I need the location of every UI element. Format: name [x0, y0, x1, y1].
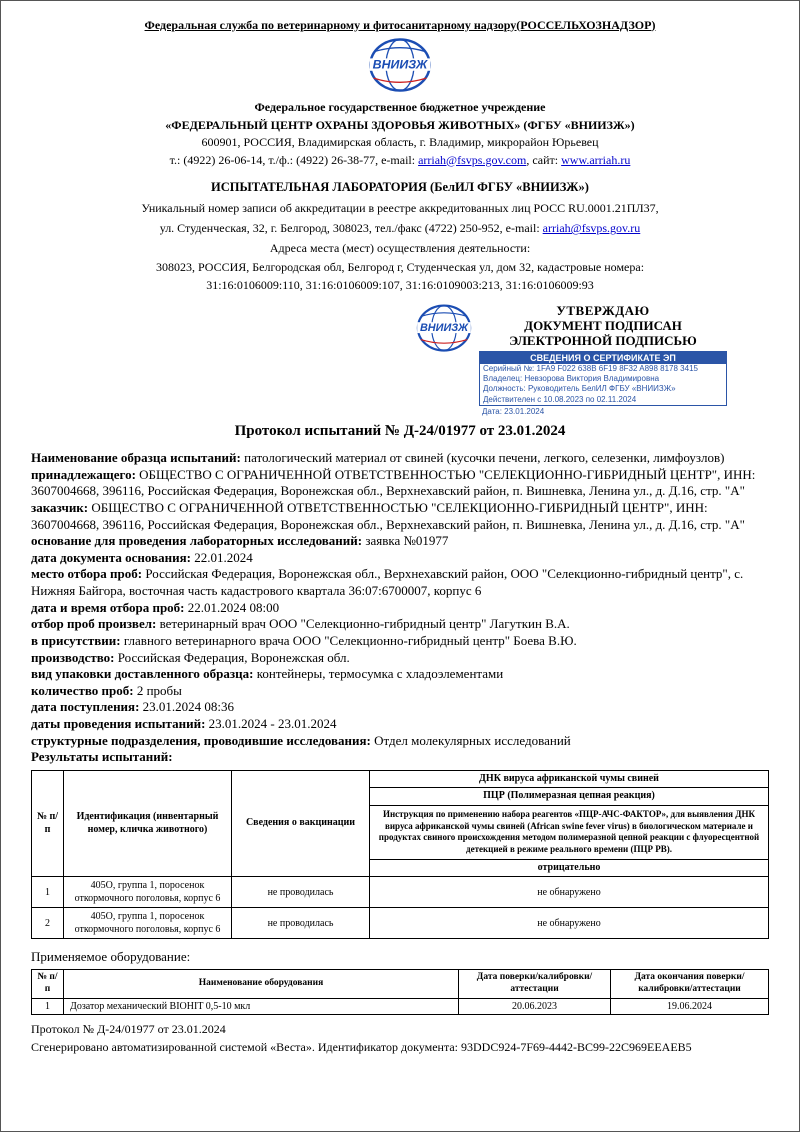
lab-address-prefix: ул. Студенческая, 32, г. Белгород, 308023, тел./факс (4722) 250-952, e-mail: — [159, 221, 543, 236]
field-value: контейнеры, термосумка с хладоэлементами — [253, 666, 504, 682]
email-link-2[interactable]: arriah@fsvps.gov.ru — [542, 221, 641, 236]
field-label: Наименование образца испытаний: — [31, 450, 241, 466]
results-heading — [31, 749, 769, 766]
institution-type: Федеральное государственное бюджетное учреждение — [254, 100, 546, 114]
cell-identification: 405О, группа 1, поросенок откормочного поголовья, корпус 6 — [64, 877, 232, 908]
equipment-col-name: Наименование оборудования — [64, 970, 459, 999]
field-sample-name — [31, 450, 769, 467]
field-sampling-place — [31, 566, 769, 599]
field-owner — [31, 467, 769, 500]
stamp-signed-line1: ДОКУМЕНТ ПОДПИСАН — [524, 317, 682, 333]
field-sampling-datetime — [31, 600, 769, 617]
activity-addresses-label: Адреса места (мест) осуществления деятельности: — [269, 241, 531, 256]
institution-contacts — [31, 153, 769, 168]
field-value: заявка №01977 — [362, 533, 449, 549]
results-header-negative: отрицательно — [370, 859, 769, 877]
field-value: 22.01.2024 08:00 — [184, 599, 280, 615]
field-value: ветеринарный врач ООО "Селекционно-гибридный центр" Лагуткин В.А. — [156, 616, 570, 632]
field-value: ОБЩЕСТВО С ОГРАНИЧЕННОЙ ОТВЕТСТВЕННОСТЬЮ "СЕЛЕКЦИОННО-ГИБРИДНЫЙ ЦЕНТР", ИНН: 3607004668, 396116, Российская Федерация, Воронежская обл., Верхнехавский район, п. Вишневка, Ленина ул., д. Д.16, стр. "А" — [31, 499, 745, 532]
certificate-validity: Действителен с 10.08.2023 по 02.11.2024 — [483, 394, 637, 404]
svg-text:ВНИИЗЖ: ВНИИЗЖ — [372, 56, 428, 71]
cell-row-number: 2 — [32, 908, 64, 939]
field-value: 23.01.2024 - 23.01.2024 — [205, 716, 337, 732]
header-logo-container — [31, 37, 769, 98]
field-label: место отбора проб: — [31, 566, 143, 582]
cell-vaccination: не проводилась — [232, 877, 370, 908]
field-label: количество проб: — [31, 682, 134, 698]
field-label: даты проведения испытаний: — [31, 716, 206, 732]
equipment-heading: Применяемое оборудование: — [31, 949, 191, 965]
field-sampler — [31, 616, 769, 633]
activity-address: 308023, РОССИЯ, Белгородская обл, Белгород г, Студенческая ул, дом 32, кадастровые номера: — [155, 260, 645, 275]
site-link[interactable]: www.arriah.ru — [561, 152, 631, 167]
results-col-num: № п/п — [32, 770, 64, 876]
stamp-signed-line2: ЭЛЕКТРОННОЙ ПОДПИСЬЮ — [509, 332, 697, 348]
field-value: 22.01.2024 — [190, 549, 253, 565]
field-receipt-date — [31, 699, 769, 716]
cell-vaccination: не проводилась — [232, 908, 370, 939]
results-header-dna: ДНК вируса африканской чумы свиней — [370, 770, 769, 788]
field-label: дата поступления: — [31, 699, 140, 715]
cell-equipment-name: Дозатор механический BIOHIT 0,5-10 мкл — [64, 998, 459, 1014]
field-packaging — [31, 666, 769, 683]
cell-identification: 405О, группа 1, поросенок откормочного поголовья, корпус 6 — [64, 908, 232, 939]
lab-address — [31, 221, 769, 236]
certificate-box — [479, 351, 727, 407]
electronic-signature-stamp — [415, 303, 727, 417]
equipment-col-num: № п/п — [32, 970, 64, 999]
stamp-vniizzh-logo-icon — [415, 303, 473, 358]
contacts-mid: , сайт: — [526, 152, 562, 167]
institution-address: 600901, РОССИЯ, Владимирская область, г. Владимир, микрорайон Юрьевец — [201, 135, 599, 149]
field-label: дата и время отбора проб: — [31, 599, 185, 615]
agency-header: Федеральная служба по ветеринарному и фитосанитарному надзору(РОССЕЛЬХОЗНАДЗОР) — [144, 17, 656, 32]
field-label: в присутствии: — [31, 632, 121, 648]
equipment-col-date: Дата поверки/калибровки/аттестации — [459, 970, 611, 999]
field-value: ОБЩЕСТВО С ОГРАНИЧЕННОЙ ОТВЕТСТВЕННОСТЬЮ "СЕЛЕКЦИОННО-ГИБРИДНЫЙ ЦЕНТР", ИНН: 3607004668, 396116, Российская Федерация, Воронежская обл., Верхнехавский район, п. Вишневка, Ленина ул., д. Д.16, стр. "А" — [31, 466, 756, 499]
cell-calibration-end-date: 19.06.2024 — [611, 998, 769, 1014]
table-row — [32, 877, 769, 908]
field-witness — [31, 633, 769, 650]
field-label: заказчик: — [31, 499, 89, 515]
field-label: отбор проб произвел: — [31, 616, 157, 632]
field-basis — [31, 533, 769, 550]
lab-name: ИСПЫТАТЕЛЬНАЯ ЛАБОРАТОРИЯ (БелИЛ ФГБУ «ВНИИЗЖ») — [211, 179, 589, 194]
contacts-prefix: т.: (4922) 26-06-14, т./ф.: (4922) 26-38-77, e-mail: — [169, 152, 419, 167]
field-label: дата документа основания: — [31, 549, 191, 565]
field-label: вид упаковки доставленного образца: — [31, 666, 254, 682]
cell-result: не обнаружено — [370, 877, 769, 908]
certificate-position: Должность: Руководитель БелИЛ ФГБУ «ВНИИЗЖ» — [483, 384, 676, 394]
field-label: структурные подразделения, проводившие исследования: — [31, 732, 371, 748]
vniizzh-logo-icon — [367, 37, 433, 98]
results-col-id: Идентификация (инвентарный номер, кличка животного) — [64, 770, 232, 876]
field-label: принадлежащего: — [31, 466, 136, 482]
table-row — [32, 908, 769, 939]
cell-result: не обнаружено — [370, 908, 769, 939]
svg-text:ВНИИЗЖ: ВНИИЗЖ — [419, 321, 469, 334]
field-value: Отдел молекулярных исследований — [370, 732, 571, 748]
document-title: Протокол испытаний № Д-24/01977 от 23.01.2024 — [234, 423, 566, 440]
stamp-approve: УТВЕРЖДАЮ — [556, 302, 650, 318]
certificate-serial: Серийный №: 1FA9 F022 638B 6F19 8F32 A898 8178 3415 — [483, 363, 698, 373]
footer-generated-by: Сгенерировано автоматизированной системой «Веста». Идентификатор документа: 93DDC924-7F69-4442-BC99-22C969EEAEB5 — [31, 1039, 692, 1054]
footer-protocol-ref: Протокол № Д-24/01977 от 23.01.2024 — [31, 1021, 226, 1036]
field-test-dates — [31, 716, 769, 733]
certificate-owner: Владелец: Невзорова Виктория Владимировна — [483, 373, 660, 383]
cell-row-number: 1 — [32, 998, 64, 1014]
field-value: патологический материал от свиней (кусочки печени, легкого, селезенки, лимфоузлов) — [240, 450, 725, 466]
certificate-banner: СВЕДЕНИЯ О СЕРТИФИКАТЕ ЭП — [480, 352, 726, 364]
field-value: главного ветеринарного врача ООО "Селекционно-гибридный центр" Боева В.Ю. — [120, 632, 577, 648]
results-col-vaccination: Сведения о вакцинации — [232, 770, 370, 876]
results-table — [31, 770, 769, 939]
email-link-1[interactable]: arriah@fsvps.gov.com — [418, 152, 527, 167]
cell-row-number: 1 — [32, 877, 64, 908]
field-production — [31, 650, 769, 667]
field-basis-date — [31, 550, 769, 567]
accreditation-number: Уникальный номер записи об аккредитации в реестре аккредитованных лиц РОСС RU.0001.21ПЛ37, — [141, 201, 659, 216]
field-label: производство: — [31, 649, 115, 665]
field-sample-count — [31, 683, 769, 700]
field-value: 2 пробы — [133, 682, 182, 698]
cadastral-numbers: 31:16:0106009:110, 31:16:0106009:107, 31:16:0109003:213, 31:16:0106009:93 — [206, 277, 594, 292]
equipment-table — [31, 969, 769, 1015]
equipment-col-date-end: Дата окончания поверки/калибровки/аттестации — [611, 970, 769, 999]
certificate-date: Дата: 23.01.2024 — [482, 407, 545, 417]
field-value: Российская Федерация, Воронежская обл. — [114, 649, 350, 665]
field-value: 23.01.2024 08:36 — [139, 699, 235, 715]
table-row — [32, 998, 769, 1014]
field-departments — [31, 733, 769, 750]
results-header-pcr: ПЦР (Полимеразная цепная реакция) — [370, 788, 769, 806]
field-customer — [31, 500, 769, 533]
institution-name: «ФЕДЕРАЛЬНЫЙ ЦЕНТР ОХРАНЫ ЗДОРОВЬЯ ЖИВОТНЫХ» (ФГБУ «ВНИИЗЖ») — [165, 117, 635, 132]
results-header-method: Инструкция по применению набора реагентов «ПЦР-АЧС-ФАКТОР», для выявления ДНК вируса африканской чумы свиней (African swine fever virus) в биологическом материале и продуктах свиного происхождения методом полимеразной цепной реакции с флуоресцентной детекцией в режиме реального времени (ПЦР РВ). — [370, 805, 769, 859]
field-label: Результаты испытаний: — [31, 749, 173, 765]
cell-calibration-date: 20.06.2023 — [459, 998, 611, 1014]
field-label: основание для проведения лабораторных исследований: — [31, 533, 363, 549]
field-value: Российская Федерация, Воронежская обл., Верхнехавский район, ООО "Селекционно-гибридный центр", с. Нижняя Байгора, восточная часть кадастрового квартала 36:07:6700007, корпус 6 — [31, 566, 744, 599]
